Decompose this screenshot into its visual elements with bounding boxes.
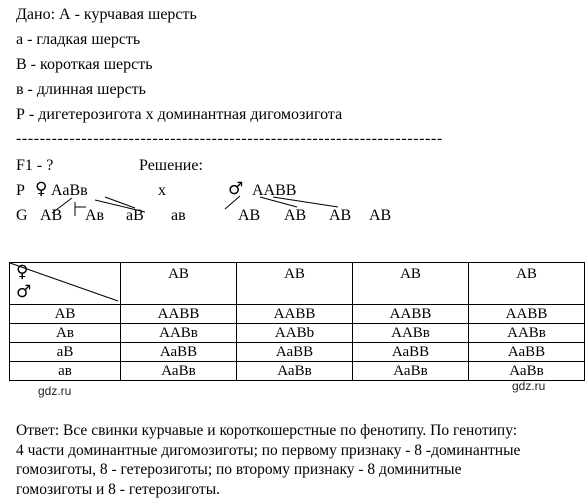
given-line-3: В - короткая шерсть bbox=[16, 56, 153, 73]
answer-line-3: гомозиготы, 8 - гетерозиготы; по второму признаку - 8 доминитные bbox=[16, 461, 462, 478]
punnett-cell: АаВВ bbox=[121, 343, 237, 362]
solution-label: Решение: bbox=[139, 157, 203, 174]
given-line-1: Дано: А - курчавая шерсть bbox=[16, 6, 197, 23]
punnett-square bbox=[9, 262, 585, 381]
punnett-cell: АаВв bbox=[237, 362, 353, 381]
corner-female-icon: ♀ bbox=[16, 262, 29, 282]
gametes-g-label: G bbox=[16, 207, 28, 224]
punnett-header-cell: АВ bbox=[121, 263, 237, 305]
male-gamete-4: АВ bbox=[369, 207, 392, 224]
male-gamete-1: АВ bbox=[238, 207, 261, 224]
female-gamete-3: аВ bbox=[126, 207, 144, 224]
answer-line-4: гомозиготы и 8 - гетерозиготы. bbox=[16, 480, 220, 498]
punnett-cell: ААВВ bbox=[121, 305, 237, 324]
punnett-cell: АаВВ bbox=[353, 343, 469, 362]
punnett-header-row bbox=[10, 263, 585, 305]
corner-male-icon: ♂ bbox=[16, 282, 32, 302]
punnett-cell: ААВв bbox=[121, 324, 237, 343]
watermark: gdz.ru bbox=[512, 379, 546, 393]
punnett-cell: АаВв bbox=[121, 362, 237, 381]
punnett-cell: АаВв bbox=[469, 362, 585, 381]
separator-line: ------------------------------------------------------------------------ bbox=[16, 130, 443, 147]
female-gamete-4: ав bbox=[171, 207, 186, 224]
male-gamete-3: АВ bbox=[329, 207, 352, 224]
punnett-row-gamete: Ав bbox=[10, 324, 121, 343]
answer-block bbox=[16, 421, 582, 499]
f1-label: F1 - ? bbox=[16, 157, 54, 174]
punnett-header-cell: АВ bbox=[353, 263, 469, 305]
punnett-cell: ААВb bbox=[237, 324, 353, 343]
punnett-row bbox=[10, 343, 585, 362]
punnett-row bbox=[10, 362, 585, 381]
female-gamete-2: Ав bbox=[85, 207, 105, 224]
male-connector-line bbox=[260, 197, 297, 207]
watermark: gdz.ru bbox=[38, 384, 72, 398]
punnett-cell: АаВВ bbox=[469, 343, 585, 362]
male-connector-line bbox=[273, 197, 338, 207]
parents-p-label: Р bbox=[16, 182, 25, 199]
male-genotype: ААВВ bbox=[252, 182, 297, 199]
female-genotype: АаВв bbox=[51, 182, 88, 199]
male-gamete-2: АВ bbox=[284, 207, 307, 224]
punnett-row bbox=[10, 324, 585, 343]
male-connector-line bbox=[225, 196, 240, 209]
punnett-row bbox=[10, 305, 585, 324]
female-connector-line bbox=[52, 198, 72, 213]
female-symbol-icon: ♀ bbox=[35, 179, 48, 199]
punnett-header-cell: АВ bbox=[469, 263, 585, 305]
female-gamete-1: АВ bbox=[40, 207, 63, 224]
answer-line-1: Ответ: Все свинки курчавые и короткошерстные по фенотипу. По генотипу: bbox=[16, 422, 518, 439]
punnett-cell: ААВВ bbox=[237, 305, 353, 324]
given-line-2: а - гладкая шерсть bbox=[16, 31, 141, 48]
female-connector-line bbox=[95, 200, 145, 212]
punnett-cell: ААВв bbox=[353, 324, 469, 343]
punnett-row-gamete: ав bbox=[10, 362, 121, 381]
punnett-row-gamete: АВ bbox=[10, 305, 121, 324]
punnett-header-cell: АВ bbox=[237, 263, 353, 305]
punnett-cell: ААВв bbox=[469, 324, 585, 343]
answer-line-2: 4 части доминантные дигомозиготы; по первому признаку - 8 -доминантные bbox=[16, 441, 521, 459]
male-symbol-icon: ♂ bbox=[228, 179, 244, 199]
punnett-cell: АаВв bbox=[353, 362, 469, 381]
punnett-row-gamete: аВ bbox=[10, 343, 121, 362]
punnett-corner-cell bbox=[10, 263, 121, 305]
cross-sign: х bbox=[158, 182, 166, 199]
punnett-cell: ААВВ bbox=[469, 305, 585, 324]
given-line-5: Р - дигетерозигота х доминантная дигомозигота bbox=[16, 106, 343, 123]
punnett-cell: АаВВ bbox=[237, 343, 353, 362]
given-line-4: в - длинная шерсть bbox=[16, 81, 146, 98]
punnett-cell: ААВВ bbox=[353, 305, 469, 324]
